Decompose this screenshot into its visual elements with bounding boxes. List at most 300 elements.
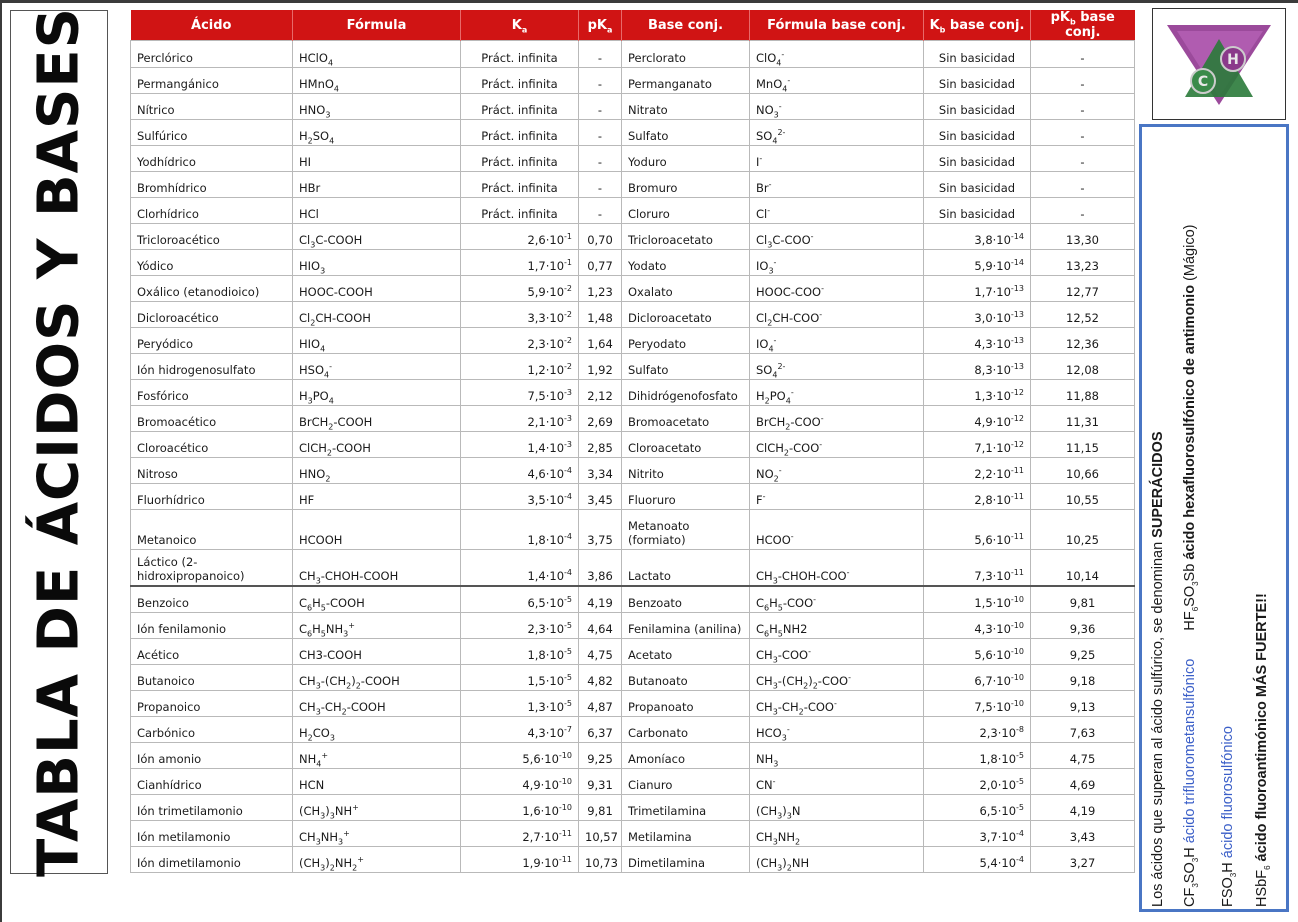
acid-formula: $NH_4^+$ — [293, 743, 461, 769]
base-formula: $CH_3-CHOH-COO^-$ — [750, 550, 924, 587]
acid-formula: $HSO_4^-$ — [293, 354, 461, 380]
acid-name: Butanoico — [131, 665, 293, 691]
pkb-value: - — [1031, 41, 1135, 68]
acid-name: Perclórico — [131, 41, 293, 68]
acid-name: Cloroacético — [131, 432, 293, 458]
acid-name: Ión dimetilamonio — [131, 847, 293, 873]
kb-value: $6,5\cdot 10^{-5}$ — [924, 795, 1031, 821]
base-name: Perclorato — [622, 41, 750, 68]
kb-value: Sin basicidad — [924, 68, 1031, 94]
kb-value: $1,5\cdot 10^{-10}$ — [924, 586, 1031, 613]
ka-value: $1,3\cdot 10^{-5}$ — [461, 691, 579, 717]
pka-value: - — [579, 68, 622, 94]
title-panel — [10, 7, 108, 877]
kb-value: $2,0\cdot 10^{-5}$ — [924, 769, 1031, 795]
pkb-value: 10,14 — [1031, 550, 1135, 587]
base-name: Carbonato — [622, 717, 750, 743]
base-name: Sulfato — [622, 354, 750, 380]
kb-value: $3,0\cdot 10^{-13}$ — [924, 302, 1031, 328]
header-pkb: $pK_b$ base conj. — [1031, 10, 1135, 41]
table-row — [131, 406, 1135, 432]
acid-name: Dicloroacético — [131, 302, 293, 328]
kb-value: $5,6\cdot 10^{-11}$ — [924, 510, 1031, 550]
table-row — [131, 146, 1135, 172]
pkb-value: - — [1031, 68, 1135, 94]
base-name: Sulfato — [622, 120, 750, 146]
ka-value: Práct. infinita — [461, 146, 579, 172]
acid-name: Clorhídrico — [131, 198, 293, 224]
base-name: Dihidrógenofosfato — [622, 380, 750, 406]
pka-value: 3,45 — [579, 484, 622, 510]
acid-formula: HCOOH — [293, 510, 461, 550]
table-row — [131, 380, 1135, 406]
pkb-value: - — [1031, 172, 1135, 198]
base-name: Cloroacetato — [622, 432, 750, 458]
table-row — [131, 224, 1135, 250]
pkb-value: 10,55 — [1031, 484, 1135, 510]
info-line-2: $CF_3SO_3H$ ácido trifluorometansulfónico $HF_6SO_3Sb$ ácido hexafluorosulfónico de antimonio (Mágico) — [1182, 224, 1200, 907]
base-name: Nitrato — [622, 94, 750, 120]
fso3h-formula: $FSO_3H$ — [1220, 862, 1238, 907]
base-formula: $SO_4^{2-}$ — [750, 120, 924, 146]
pkb-value: 3,27 — [1031, 847, 1135, 873]
acid-formula: $Cl_2CH$-COOH — [293, 302, 461, 328]
table-body — [131, 41, 1135, 873]
table-row — [131, 769, 1135, 795]
pka-value: - — [579, 198, 622, 224]
base-formula: BrCH$_2$-COO- — [750, 406, 924, 432]
acid-name: Ión hidrogenosulfato — [131, 354, 293, 380]
acid-name: Ión metilamonio — [131, 821, 293, 847]
table-row — [131, 586, 1135, 613]
acid-name: Nitroso — [131, 458, 293, 484]
ka-value: $5,9\cdot 10^{-2}$ — [461, 276, 579, 302]
base-name: Peryodato — [622, 328, 750, 354]
kb-value: $6,7\cdot 10^{-10}$ — [924, 665, 1031, 691]
table-row — [131, 510, 1135, 550]
acid-formula: $CH_3NH_3^+$ — [293, 821, 461, 847]
table-row — [131, 821, 1135, 847]
acid-formula: $H_2CO_3$ — [293, 717, 461, 743]
base-name: Fluoruro — [622, 484, 750, 510]
header-formula: Fórmula — [293, 10, 461, 41]
base-formula: $IO_4^-$ — [750, 328, 924, 354]
base-formula: $CH_3NH_2$ — [750, 821, 924, 847]
pka-value: 6,37 — [579, 717, 622, 743]
acid-name: Permangánico — [131, 68, 293, 94]
ka-value: Práct. infinita — [461, 120, 579, 146]
table-row — [131, 717, 1135, 743]
kb-value: $5,9\cdot 10^{-14}$ — [924, 250, 1031, 276]
ka-value: $1,7\cdot 10^{-1}$ — [461, 250, 579, 276]
ka-value: $1,4\cdot 10^{-4}$ — [461, 550, 579, 587]
base-name: Cloruro — [622, 198, 750, 224]
acid-formula: HCN — [293, 769, 461, 795]
pka-value: - — [579, 146, 622, 172]
table-row — [131, 41, 1135, 68]
table-row — [131, 328, 1135, 354]
pka-value: - — [579, 172, 622, 198]
pka-value: - — [579, 94, 622, 120]
table-row — [131, 613, 1135, 639]
pkb-value: 9,13 — [1031, 691, 1135, 717]
table-row — [131, 94, 1135, 120]
acid-name: Ión trimetilamonio — [131, 795, 293, 821]
info-line-4: HSbF$_6$ ácido fluoroantimónico MÁS FUERTE!! — [1254, 593, 1272, 907]
acid-formula: $H_3PO_4$ — [293, 380, 461, 406]
pka-value: 1,64 — [579, 328, 622, 354]
pkb-value: 4,69 — [1031, 769, 1135, 795]
kb-value: $3,7\cdot 10^{-4}$ — [924, 821, 1031, 847]
ka-value: $2,3\cdot 10^{-2}$ — [461, 328, 579, 354]
logo-panel — [1152, 8, 1286, 120]
base-formula: I- — [750, 146, 924, 172]
pkb-value: 12,52 — [1031, 302, 1135, 328]
acid-formula: $C_6H_5$-COOH — [293, 586, 461, 613]
ka-value: $3,3\cdot 10^{-2}$ — [461, 302, 579, 328]
hf6so3sb-formula: $HF_6SO_3Sb$ — [1182, 563, 1200, 631]
acid-formula: $H_2SO_4$ — [293, 120, 461, 146]
pka-value: 9,31 — [579, 769, 622, 795]
ka-value: $1,2\cdot 10^{-2}$ — [461, 354, 579, 380]
pka-value: 0,70 — [579, 224, 622, 250]
pka-value: 4,87 — [579, 691, 622, 717]
base-formula: $NH_3$ — [750, 743, 924, 769]
pka-value: 10,57 — [579, 821, 622, 847]
base-name: Yodato — [622, 250, 750, 276]
acid-name: Ión amonio — [131, 743, 293, 769]
base-name: Benzoato — [622, 586, 750, 613]
hsbf6-formula: HSbF$_6$ — [1254, 865, 1272, 907]
ka-value: Práct. infinita — [461, 41, 579, 68]
base-formula: F- — [750, 484, 924, 510]
pka-value: 4,75 — [579, 639, 622, 665]
base-name: Dicloroacetato — [622, 302, 750, 328]
base-formula: $SO_4^{2-}$ — [750, 354, 924, 380]
base-name: Oxalato — [622, 276, 750, 302]
pkb-value: 12,36 — [1031, 328, 1135, 354]
pkb-value: - — [1031, 146, 1135, 172]
base-formula: $Cl_3C-COO^-$ — [750, 224, 924, 250]
base-name: Metanoato (formiato) — [622, 510, 750, 550]
pkb-value: 9,25 — [1031, 639, 1135, 665]
acid-formula: CH3-COOH — [293, 639, 461, 665]
header-base: Base conj. — [622, 10, 750, 41]
pkb-value: 10,25 — [1031, 510, 1135, 550]
base-name: Propanoato — [622, 691, 750, 717]
acid-name: Acético — [131, 639, 293, 665]
acid-name: Carbónico — [131, 717, 293, 743]
acid-formula: HMnO$_4$ — [293, 68, 461, 94]
pkb-value: 9,81 — [1031, 586, 1135, 613]
base-formula: $H_2PO_4^-$ — [750, 380, 924, 406]
pka-value: 2,85 — [579, 432, 622, 458]
acid-formula: $HNO_2$ — [293, 458, 461, 484]
base-formula: Br- — [750, 172, 924, 198]
acid-name: Bromoacético — [131, 406, 293, 432]
acid-formula: HClO$_4$ — [293, 41, 461, 68]
base-name: Trimetilamina — [622, 795, 750, 821]
kb-value: $7,5\cdot 10^{-10}$ — [924, 691, 1031, 717]
base-formula: HCOO- — [750, 510, 924, 550]
pkb-value: - — [1031, 198, 1135, 224]
base-formula: $Cl_2CH-COO^-$ — [750, 302, 924, 328]
pka-value: - — [579, 41, 622, 68]
ka-value: $3,5\cdot 10^{-4}$ — [461, 484, 579, 510]
table-row — [131, 691, 1135, 717]
pka-value: 4,19 — [579, 586, 622, 613]
ka-value: Práct. infinita — [461, 68, 579, 94]
acid-formula: HF — [293, 484, 461, 510]
base-name: Permanganato — [622, 68, 750, 94]
acid-name: Bromhídrico — [131, 172, 293, 198]
acid-name: Láctico (2-hidroxipropanoico) — [131, 550, 293, 587]
left-border-line — [0, 0, 2, 922]
base-formula: $CH_3-COO^-$ — [750, 639, 924, 665]
ka-value: $4,6\cdot 10^{-4}$ — [461, 458, 579, 484]
pka-value: 1,23 — [579, 276, 622, 302]
acid-name: Yodhídrico — [131, 146, 293, 172]
ka-value: $2,7\cdot 10^{-11}$ — [461, 821, 579, 847]
ka-value: $1,9\cdot 10^{-11}$ — [461, 847, 579, 873]
header-acid: Ácido — [131, 10, 293, 41]
ch-triangle-logo-icon — [1163, 19, 1275, 109]
pka-value: 1,48 — [579, 302, 622, 328]
logo-letter-h: H — [1227, 52, 1239, 68]
base-formula: $HCO_3^-$ — [750, 717, 924, 743]
kb-value: Sin basicidad — [924, 120, 1031, 146]
info-line-3: $FSO_3H$ ácido fluorosulfónico — [1220, 726, 1238, 907]
acid-formula: HOOC-COOH — [293, 276, 461, 302]
kb-value: $7,1\cdot 10^{-12}$ — [924, 432, 1031, 458]
kb-value: $7,3\cdot 10^{-11}$ — [924, 550, 1031, 587]
pkb-value: 4,19 — [1031, 795, 1135, 821]
base-formula: $CH_3-(CH_2)_2-COO^-$ — [750, 665, 924, 691]
acid-name: Fosfórico — [131, 380, 293, 406]
pkb-value: 4,75 — [1031, 743, 1135, 769]
ka-value: $2,1\cdot 10^{-3}$ — [461, 406, 579, 432]
table-row — [131, 795, 1135, 821]
acid-name: Sulfúrico — [131, 120, 293, 146]
pka-value: 2,12 — [579, 380, 622, 406]
acid-name: Nítrico — [131, 94, 293, 120]
pka-value: 3,86 — [579, 550, 622, 587]
pkb-value: 11,31 — [1031, 406, 1135, 432]
table-row — [131, 354, 1135, 380]
acid-formula: $CH_3-CH_2$-COOH — [293, 691, 461, 717]
kb-value: $4,3\cdot 10^{-10}$ — [924, 613, 1031, 639]
base-formula: HOOC-COO- — [750, 276, 924, 302]
acid-formula: $CH_3-(CH_2)_2$-COOH — [293, 665, 461, 691]
ka-value: $4,3\cdot 10^{-7}$ — [461, 717, 579, 743]
table-row — [131, 68, 1135, 94]
base-name: Nitrito — [622, 458, 750, 484]
pkb-value: - — [1031, 94, 1135, 120]
base-formula: $C_6H_5NH2$ — [750, 613, 924, 639]
header-ka: $K_a$ — [461, 10, 579, 41]
ka-value: $7,5\cdot 10^{-3}$ — [461, 380, 579, 406]
table-row — [131, 639, 1135, 665]
base-name: Bromoacetato — [622, 406, 750, 432]
kb-value: $1,7\cdot 10^{-13}$ — [924, 276, 1031, 302]
table-row — [131, 302, 1135, 328]
pka-value: 3,34 — [579, 458, 622, 484]
ka-value: $2,3\cdot 10^{-5}$ — [461, 613, 579, 639]
ka-value: Práct. infinita — [461, 198, 579, 224]
acid-name: Peryódico — [131, 328, 293, 354]
acid-formula: HCl — [293, 198, 461, 224]
ka-value: $1,5\cdot 10^{-5}$ — [461, 665, 579, 691]
header-base-formula: Fórmula base conj. — [750, 10, 924, 41]
info-line-1: Los ácidos que superan al ácido sulfúrico, se denominan SUPERÁCIDOS — [1150, 431, 1166, 907]
acid-formula: BrCH$_2$-COOH — [293, 406, 461, 432]
pka-value: 4,82 — [579, 665, 622, 691]
acid-formula: $HIO_4$ — [293, 328, 461, 354]
base-name: Tricloroacetato — [622, 224, 750, 250]
table-row — [131, 484, 1135, 510]
ka-value: $1,4\cdot 10^{-3}$ — [461, 432, 579, 458]
kb-value: Sin basicidad — [924, 41, 1031, 68]
cf3so3h-formula: $CF_3SO_3H$ — [1182, 847, 1200, 907]
acid-name: Metanoico — [131, 510, 293, 550]
base-formula: CN- — [750, 769, 924, 795]
header-kb: $K_b$ base conj. — [924, 10, 1031, 41]
pka-value: 3,75 — [579, 510, 622, 550]
base-name: Acetato — [622, 639, 750, 665]
base-formula: $(CH_3)_3N$ — [750, 795, 924, 821]
acid-name: Propanoico — [131, 691, 293, 717]
ka-value: $1,8\cdot 10^{-5}$ — [461, 639, 579, 665]
table-row — [131, 250, 1135, 276]
base-name: Dimetilamina — [622, 847, 750, 873]
base-name: Lactato — [622, 550, 750, 587]
table-row — [131, 550, 1135, 587]
acid-base-table-container — [130, 10, 1134, 873]
header-pka: $pK_a$ — [579, 10, 622, 41]
kb-value: $2,2\cdot 10^{-11}$ — [924, 458, 1031, 484]
base-formula: $CH_3-CH_2-COO^-$ — [750, 691, 924, 717]
table-row — [131, 847, 1135, 873]
base-formula: $C_6H_5-COO^-$ — [750, 586, 924, 613]
base-formula: $IO_3^-$ — [750, 250, 924, 276]
acid-formula: $HIO_3$ — [293, 250, 461, 276]
acid-name: Ión fenilamonio — [131, 613, 293, 639]
kb-value: $4,9\cdot 10^{-12}$ — [924, 406, 1031, 432]
pkb-value: 11,15 — [1031, 432, 1135, 458]
base-name: Amoníaco — [622, 743, 750, 769]
table-row — [131, 458, 1135, 484]
ka-value: $1,8\cdot 10^{-4}$ — [461, 510, 579, 550]
base-formula: ClO$_4$- — [750, 41, 924, 68]
acid-formula: $(CH_3)_2NH_2^+$ — [293, 847, 461, 873]
pkb-value: 3,43 — [1031, 821, 1135, 847]
base-name: Metilamina — [622, 821, 750, 847]
table-row — [131, 743, 1135, 769]
base-formula: MnO$_4$- — [750, 68, 924, 94]
acid-name: Yódico — [131, 250, 293, 276]
pkb-value: 9,36 — [1031, 613, 1135, 639]
kb-value: $3,8\cdot 10^{-14}$ — [924, 224, 1031, 250]
kb-value: $2,8\cdot 10^{-11}$ — [924, 484, 1031, 510]
base-name: Bromuro — [622, 172, 750, 198]
pkb-value: 9,18 — [1031, 665, 1135, 691]
ka-value: $6,5\cdot 10^{-5}$ — [461, 586, 579, 613]
pkb-value: 13,30 — [1031, 224, 1135, 250]
table-row — [131, 198, 1135, 224]
acid-name: Cianhídrico — [131, 769, 293, 795]
acid-formula: HBr — [293, 172, 461, 198]
pkb-value: 10,66 — [1031, 458, 1135, 484]
acid-formula: HI — [293, 146, 461, 172]
base-name: Fenilamina (anilina) — [622, 613, 750, 639]
base-formula: ClCH$_2$-COO- — [750, 432, 924, 458]
pka-value: 9,25 — [579, 743, 622, 769]
kb-value: Sin basicidad — [924, 146, 1031, 172]
pka-value: - — [579, 120, 622, 146]
acid-name: Fluorhídrico — [131, 484, 293, 510]
top-border-line — [0, 0, 1298, 3]
table-row — [131, 665, 1135, 691]
acid-formula: $Cl_3C$-COOH — [293, 224, 461, 250]
ka-value: Práct. infinita — [461, 172, 579, 198]
page-title: TABLA DE ÁCIDOS Y BASES — [26, 7, 92, 877]
pka-value: 4,64 — [579, 613, 622, 639]
pkb-value: 11,88 — [1031, 380, 1135, 406]
base-formula: $NO_3^-$ — [750, 94, 924, 120]
pkb-value: 12,77 — [1031, 276, 1135, 302]
ka-value: $1,6\cdot 10^{-10}$ — [461, 795, 579, 821]
acid-formula: $CH_3-CHOH$-COOH — [293, 550, 461, 587]
base-formula: $(CH_3)_2NH$ — [750, 847, 924, 873]
kb-value: $4,3\cdot 10^{-13}$ — [924, 328, 1031, 354]
pka-value: 9,81 — [579, 795, 622, 821]
pkb-value: 7,63 — [1031, 717, 1135, 743]
acid-name: Tricloroacético — [131, 224, 293, 250]
pka-value: 2,69 — [579, 406, 622, 432]
ka-value: $2,6\cdot 10^{-1}$ — [461, 224, 579, 250]
table-header — [131, 10, 1135, 41]
acid-formula: $HNO_3$ — [293, 94, 461, 120]
acid-name: Benzoico — [131, 586, 293, 613]
pka-value: 1,92 — [579, 354, 622, 380]
ka-value: Práct. infinita — [461, 94, 579, 120]
pka-value: 0,77 — [579, 250, 622, 276]
kb-value: $5,6\cdot 10^{-10}$ — [924, 639, 1031, 665]
pka-value: 10,73 — [579, 847, 622, 873]
kb-value: $1,8\cdot 10^{-5}$ — [924, 743, 1031, 769]
superacids-info-box — [1139, 124, 1289, 912]
acid-name: Oxálico (etanodioico) — [131, 276, 293, 302]
base-formula: Cl- — [750, 198, 924, 224]
ka-value: $5,6\cdot 10^{-10}$ — [461, 743, 579, 769]
base-formula: $NO_2^-$ — [750, 458, 924, 484]
acid-formula: $(CH_3)_3NH^+$ — [293, 795, 461, 821]
base-name: Yoduro — [622, 146, 750, 172]
kb-value: Sin basicidad — [924, 94, 1031, 120]
pkb-value: 12,08 — [1031, 354, 1135, 380]
table-row — [131, 276, 1135, 302]
kb-value: $2,3\cdot 10^{-8}$ — [924, 717, 1031, 743]
base-name: Butanoato — [622, 665, 750, 691]
table-row — [131, 120, 1135, 146]
acid-formula: ClCH$_2$-COOH — [293, 432, 461, 458]
kb-value: Sin basicidad — [924, 198, 1031, 224]
logo-letter-c: C — [1197, 74, 1209, 90]
table-row — [131, 432, 1135, 458]
base-name: Cianuro — [622, 769, 750, 795]
acid-formula: $C_6H_5NH_3^+$ — [293, 613, 461, 639]
pkb-value: - — [1031, 120, 1135, 146]
